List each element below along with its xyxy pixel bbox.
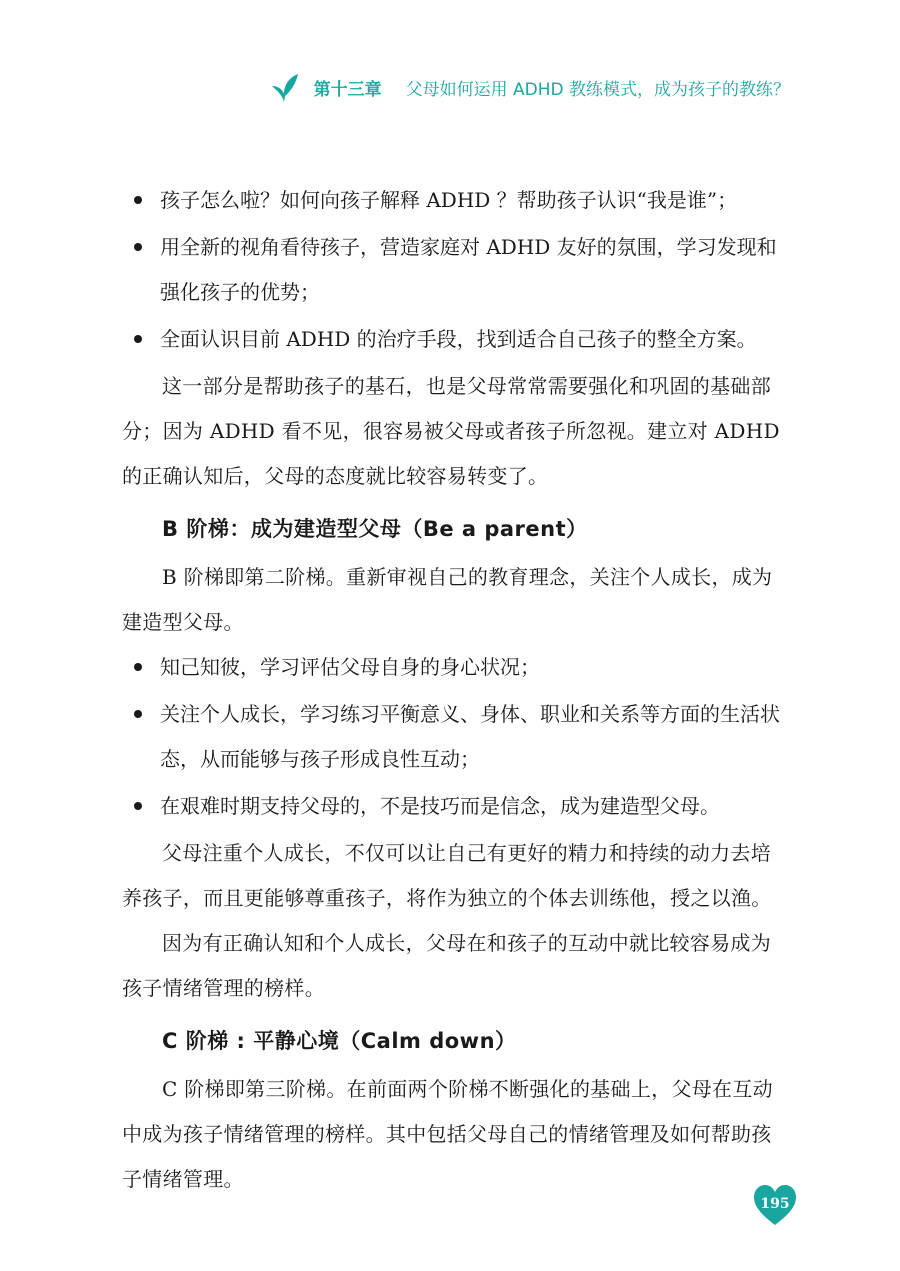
bullet-dot-icon [134,243,142,251]
page-body [122,178,782,1202]
paragraph: 父母注重个人成长，不仅可以让自己有更好的精力和持续的动力去培养孩子，而且更能够尊重孩子，将作为独立的个体去训练他，授之以渔。 [122,841,772,910]
sprout-leaf-icon [270,70,300,104]
list-item: 知己知彼，学习评估父母自身的身心状况； [122,645,782,690]
page-number: 195 [760,1196,790,1212]
section-heading-b: B 阶梯：成为建造型父母（Be a parent） [162,517,588,541]
chapter-title: 父母如何运用 ADHD 教练模式，成为孩子的教练？ [405,79,790,100]
list-item: 在艰难时期支持父母的，不是技巧而是信念，成为建造型父母。 [122,784,782,829]
bullet-dot-icon [134,802,142,810]
running-header [270,70,790,104]
bullet-dot-icon [134,663,142,671]
chapter-number: 第十三章 [313,79,382,100]
bullet-dot-icon [134,335,142,343]
page-number-badge [752,1183,798,1229]
paragraph: B 阶梯即第二阶梯。重新审视自己的教育理念，关注个人成长，成为建造型父母。 [122,565,773,634]
list-item: 关注个人成长，学习练习平衡意义、身体、职业和关系等方面的生活状态，从而能够与孩子形成良性互动； [122,692,782,782]
list-item: 全面认识目前 ADHD 的治疗手段，找到适合自己孩子的整全方案。 [122,317,782,362]
bullet-list-b [122,645,782,829]
bullet-list-a [122,178,782,362]
list-item: 用全新的视角看待孩子，营造家庭对 ADHD 友好的氛围，学习发现和强化孩子的优势； [122,225,782,315]
list-item: 孩子怎么啦？如何向孩子解释 ADHD ？帮助孩子认识“我是谁”； [122,178,782,223]
bullet-dot-icon [134,196,142,204]
section-heading-c: C 阶梯 : 平静心境（Calm down） [162,1029,517,1053]
paragraph: 因为有正确认知和个人成长，父母在和孩子的互动中就比较容易成为孩子情绪管理的榜样。 [122,931,771,1000]
paragraph: 这一部分是帮助孩子的基石，也是父母常常需要强化和巩固的基础部分；因为 ADHD 看不见，很容易被父母或者孩子所忽视。建立对 ADHD 的正确认知后，父母的态度就比较容易转变了。 [122,374,780,488]
paragraph: C 阶梯即第三阶梯。在前面两个阶梯不断强化的基础上，父母在互动中成为孩子情绪管理的榜样。其中包括父母自己的情绪管理及如何帮助孩子情绪管理。 [122,1077,773,1191]
bullet-dot-icon [134,710,142,718]
